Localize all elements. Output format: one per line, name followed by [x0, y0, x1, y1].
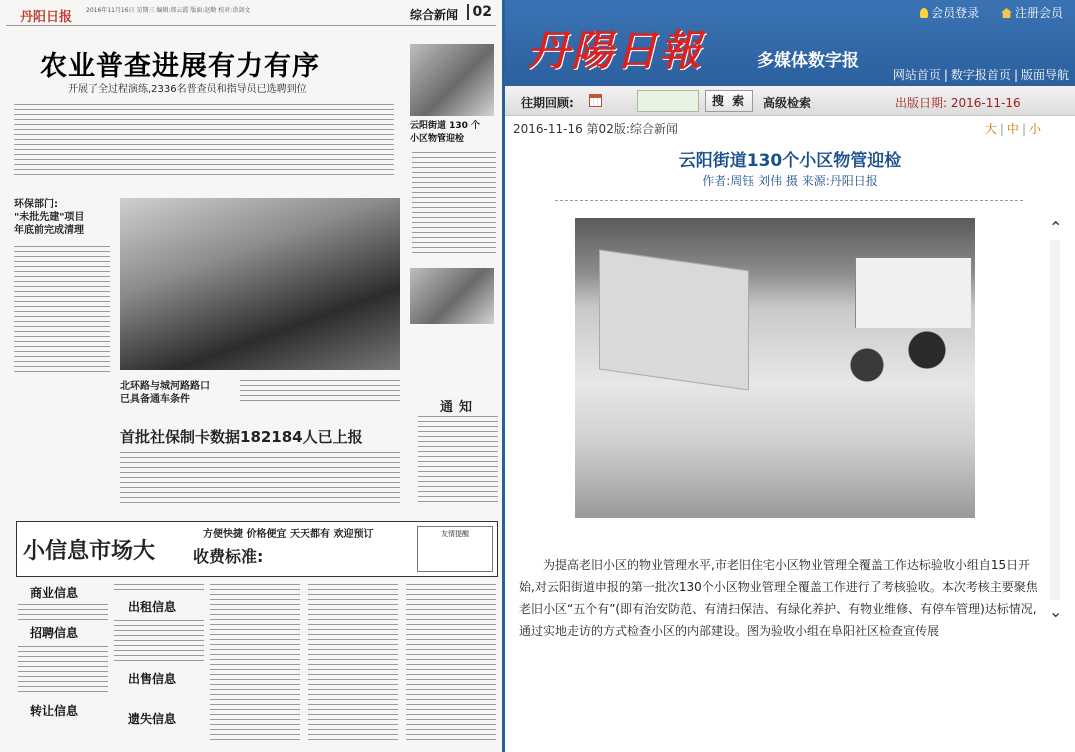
edition-breadcrumb: 2016-11-16 第02版:综合新闻 [513, 122, 678, 136]
caption-road[interactable]: 北环路与城河路路口 已具备通车条件 [120, 381, 210, 405]
ad-slogan: 方便快捷 价格便宜 天天都有 欢迎预订 [203, 529, 374, 540]
login-label: 会员登录 [931, 6, 980, 20]
login-link[interactable] [920, 6, 979, 20]
paper-page-number: 02 [467, 4, 492, 20]
classified-rent[interactable]: 出租信息 [128, 600, 177, 614]
site-nav [893, 66, 1069, 83]
article-body: 为提高老旧小区的物业管理水平,市老旧住宅小区物业管理全覆盖工作达标验收小组自15日开始,对云阳街道申报的第一批次130个小区物业管理全覆盖工作进行了考核验收。本次考核主要聚焦老旧小区“五个有”(即有治安防范、有清扫保洁、有绿化养护、有物业维修、有停车管理)达标情况,通过实地走访的方式检查小区的内部建设。图为验收小组在阜阳社区检查宣传展 [519, 558, 1038, 638]
nav-separator: | [943, 68, 948, 82]
classified-recruit[interactable]: 招聘信息 [30, 626, 79, 640]
article-viewer [505, 0, 1075, 752]
paper-masthead: 丹阳日报 [20, 10, 73, 25]
font-separator: | [999, 122, 1004, 136]
advanced-search-link[interactable]: 高级检索 [763, 96, 812, 110]
search-toolbar [505, 86, 1075, 116]
headline-env-protection[interactable]: 环保部门: "未批先建"项目 年底前完成清理 [14, 199, 85, 236]
site-subtitle: 多媒体数字报 [757, 51, 859, 71]
account-links [902, 4, 1063, 21]
classified-text-col3 [210, 584, 300, 744]
article-byline: 作者:周钰 刘伟 摄 来源:丹阳日报 [702, 174, 878, 188]
font-medium[interactable]: 中 [1006, 122, 1019, 136]
nav-paper-home[interactable]: 数字报首页 [950, 68, 1011, 82]
classified-text-col2b [114, 620, 204, 665]
ad-price-label: 收费标准: [193, 547, 264, 566]
site-banner [505, 0, 1075, 86]
ad-reminder-title: 友情提醒 [441, 530, 469, 538]
title-divider [555, 200, 1023, 201]
classified-text-col1b [18, 646, 108, 696]
newspaper-page[interactable] [0, 0, 505, 752]
font-separator: | [1021, 122, 1026, 136]
register-label: 注册会员 [1014, 6, 1063, 20]
scroll-down-icon[interactable]: ⌄ [1049, 602, 1063, 621]
nav-site-home[interactable]: 网站首页 [892, 68, 941, 82]
classified-sale[interactable]: 出售信息 [128, 672, 177, 686]
paper-header [6, 4, 496, 26]
classified-lost[interactable]: 遗失信息 [128, 712, 177, 726]
road-text-block [240, 380, 400, 405]
paper-section: 综合新闻 [409, 8, 458, 22]
date-input[interactable] [637, 90, 699, 112]
ad-reminder-box [417, 526, 493, 572]
classified-transfer[interactable]: 转让信息 [30, 704, 79, 718]
photo-building [855, 258, 971, 328]
scroll-up-icon[interactable]: ⌃ [1049, 218, 1063, 237]
calendar-icon[interactable] [589, 94, 602, 107]
article-title: 云阳街道130个小区物管迎检 [678, 151, 902, 171]
classified-business[interactable]: 商业信息 [30, 586, 79, 600]
classified-text-col4 [308, 584, 398, 744]
photo-bulletin-board [599, 249, 749, 390]
nav-separator: | [1013, 68, 1018, 82]
home-icon [1001, 8, 1012, 18]
scrollbar-track[interactable] [1050, 240, 1060, 600]
ad-big-title: 小信息市场大 [23, 539, 156, 564]
past-issues-label: 往期回顾: [521, 96, 574, 110]
font-size-switcher [985, 120, 1041, 137]
classified-ad-banner[interactable] [16, 521, 498, 577]
publish-date-value: 2016-11-16 [950, 96, 1021, 110]
search-button[interactable]: 搜 索 [705, 90, 753, 112]
thumb-caption-property[interactable]: 云阳街道 130 个 小区物管迎检 [410, 121, 481, 144]
register-link[interactable] [1001, 6, 1063, 20]
bulb-icon [920, 8, 928, 18]
notice-text-block [418, 416, 498, 506]
headline-social-security[interactable]: 首批社保制卡数据182184人已上报 [120, 428, 363, 446]
nav-page-guide[interactable]: 版面导航 [1020, 68, 1069, 82]
classified-text-col1 [18, 604, 108, 624]
font-small[interactable]: 小 [1028, 122, 1041, 136]
headline-agri-census[interactable]: 农业普查进展有力有序 [40, 51, 320, 82]
subhead-agri-census: 开展了全过程演练,2336名普查员和指导员已选聘到位 [68, 84, 307, 95]
social-text-block [120, 452, 400, 507]
article-text-block [14, 104, 394, 179]
env-text-block [14, 246, 110, 376]
paper-header-info: 2016年11月16日 星期三 编辑:邢云霞 版面:赵勤 校对:涂剑文 [86, 7, 251, 14]
photo-road-paving[interactable] [120, 198, 400, 370]
thumb-photo-second[interactable] [410, 268, 494, 324]
publish-date-label: 出版日期: [895, 96, 948, 110]
thumb-text-block [412, 152, 496, 257]
notice-heading[interactable]: 通知 [440, 400, 479, 415]
classified-text-col5 [406, 584, 496, 744]
publish-date [895, 94, 1021, 111]
thumb-photo-property[interactable] [410, 44, 494, 116]
font-large[interactable]: 大 [984, 122, 997, 136]
site-masthead: 丹陽日報 [527, 26, 704, 75]
classified-text-col2 [114, 584, 204, 594]
